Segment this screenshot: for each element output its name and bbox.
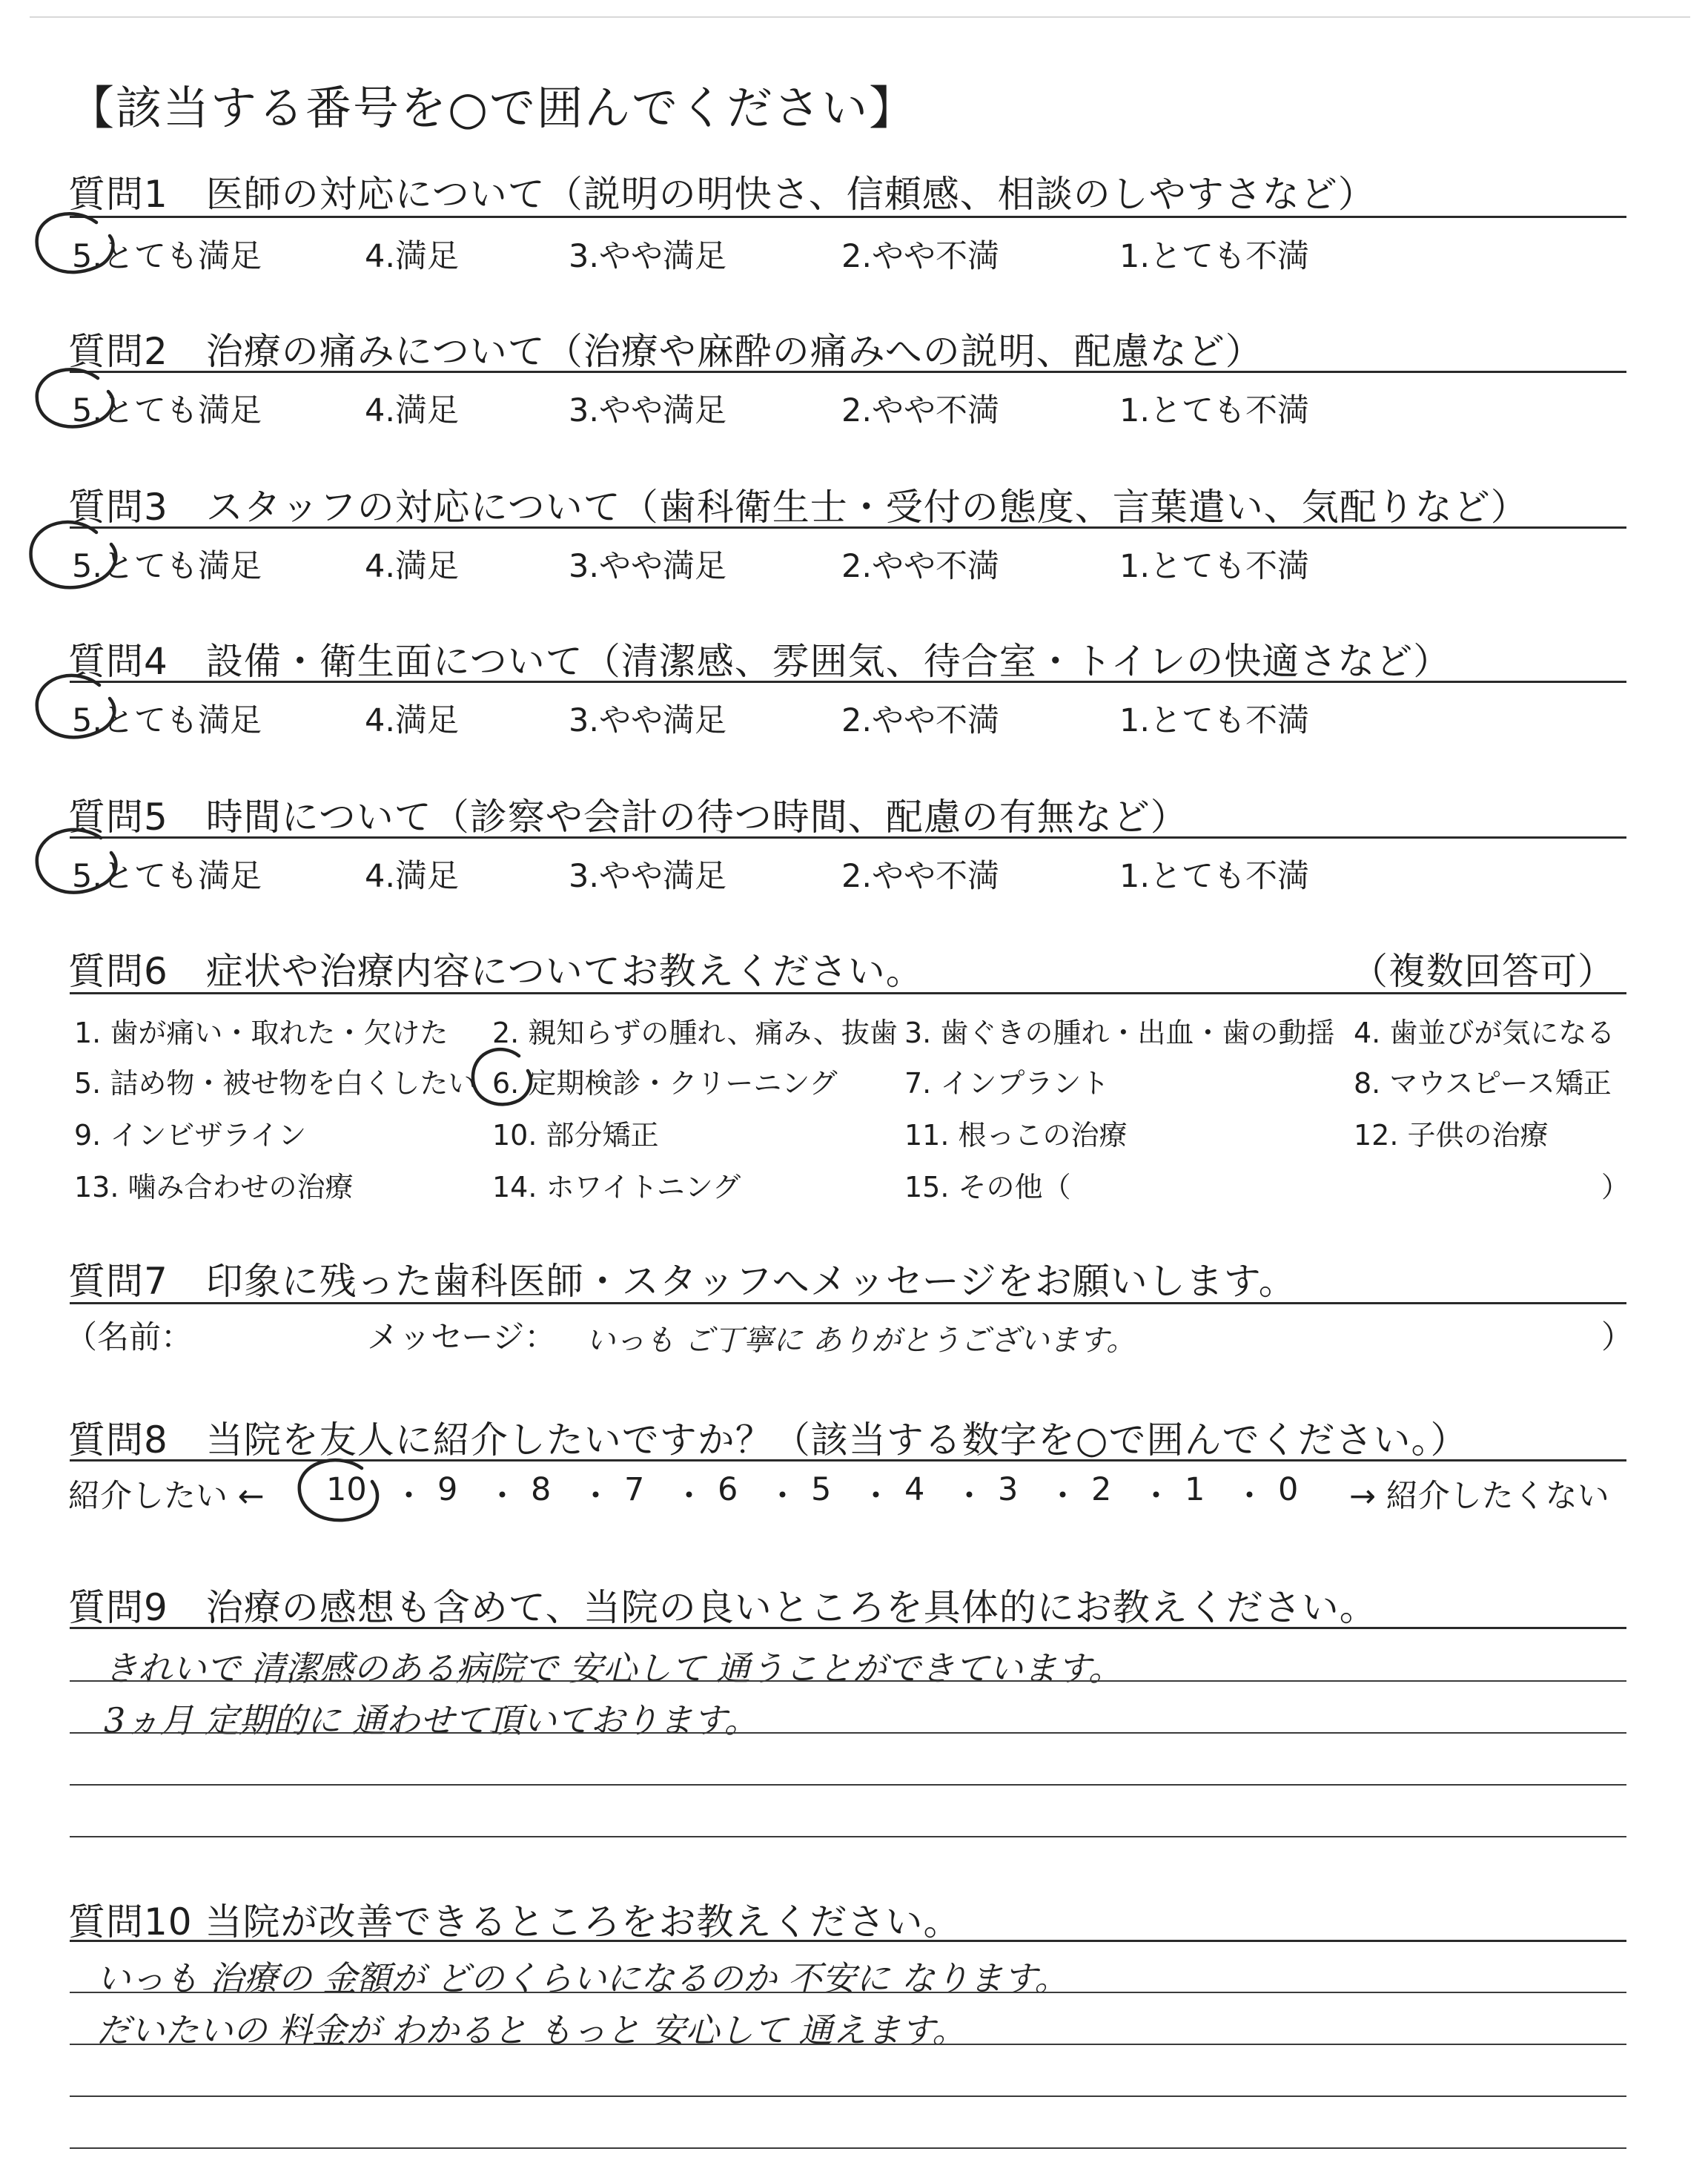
q6-item-13[interactable]: 13. 噛み合わせの治療	[74, 1171, 354, 1203]
q5-option-2[interactable]: 2.やや不満	[841, 858, 1000, 895]
q8-dot: ・	[393, 1478, 425, 1515]
q2-option-3[interactable]: 3.やや満足	[569, 392, 727, 429]
question-2-title: 質問2 治療の痛みについて（治療や麻酔の痛みへの説明、配慮など）	[68, 330, 1263, 373]
q8-dot: ・	[673, 1478, 705, 1515]
q5-option-5[interactable]: 5.とても満足	[72, 858, 262, 895]
q3-option-1[interactable]: 1.とても不満	[1119, 548, 1310, 585]
q8-scale-1[interactable]: 1	[1185, 1471, 1205, 1508]
q3-selection-circle	[22, 512, 119, 601]
q1-selection-circle	[30, 208, 111, 282]
q8-dot: ・	[953, 1478, 985, 1515]
q6-item-14[interactable]: 14. ホワイトニング	[492, 1171, 741, 1203]
q8-scale-3[interactable]: 3	[998, 1471, 1019, 1508]
q10-answer-rule	[70, 2095, 1626, 2097]
q6-item-5[interactable]: 5. 詰め物・被せ物を白くしたい	[74, 1067, 477, 1100]
q4-option-1[interactable]: 1.とても不満	[1119, 702, 1310, 739]
q3-option-5[interactable]: 5.とても満足	[72, 548, 262, 585]
q6-item-15[interactable]: 15. その他（	[904, 1171, 1071, 1203]
question-10-rule	[70, 1940, 1626, 1942]
q6-item-3[interactable]: 3. 歯ぐきの腫れ・出血・歯の動揺	[904, 1017, 1335, 1049]
q6-item-9[interactable]: 9. インビザライン	[74, 1119, 307, 1152]
q2-option-4[interactable]: 4.満足	[365, 392, 460, 429]
question-9-rule	[70, 1627, 1626, 1629]
question-5-title: 質問5 時間について（診察や会計の待つ時間、配慮の有無など）	[68, 796, 1188, 839]
q2-selection-circle	[30, 362, 111, 436]
q6-item-6[interactable]: 6. 定期検診・クリーニング	[492, 1067, 838, 1100]
q6-item-8[interactable]: 8. マウスピース矯正	[1354, 1067, 1612, 1100]
question-1-title: 質問1 医師の対応について（説明の明快さ、信頼感、相談のしやすさなど）	[68, 173, 1376, 216]
q6-selection-circle	[467, 1046, 534, 1112]
q8-dot: ・	[486, 1478, 518, 1515]
q3-option-3[interactable]: 3.やや満足	[569, 548, 727, 585]
q1-option-2[interactable]: 2.やや不満	[841, 238, 1000, 275]
q9-answer-line-2[interactable]: 3ヵ月 定期的に 通わせて頂いております。	[104, 1700, 758, 1740]
question-9-title: 質問9 治療の感想も含めて、当院の良いところを具体的にお教えください。	[68, 1586, 1377, 1629]
q8-left-label: 紹介したい ←	[68, 1478, 265, 1515]
q9-answer-rule	[70, 1784, 1626, 1786]
q8-right-label: → 紹介したくない	[1349, 1478, 1609, 1515]
q7-message-label: メッセージ：	[367, 1319, 557, 1356]
q8-dot: ・	[580, 1478, 612, 1515]
q8-scale-9[interactable]: 9	[437, 1471, 458, 1508]
q5-option-4[interactable]: 4.満足	[365, 858, 460, 895]
question-3-rule	[70, 526, 1626, 529]
q8-dot: ・	[1140, 1478, 1172, 1515]
q5-selection-circle	[30, 822, 115, 903]
q6-item-12[interactable]: 12. 子供の治療	[1354, 1119, 1549, 1152]
q8-scale-2[interactable]: 2	[1091, 1471, 1112, 1508]
q6-item-11[interactable]: 11. 根っこの治療	[904, 1119, 1128, 1152]
q8-selection-circle	[294, 1455, 381, 1529]
q8-scale-6[interactable]: 6	[718, 1471, 738, 1508]
q9-answer-rule	[70, 1836, 1626, 1837]
q10-answer-line-1[interactable]: いっも 治療の 金額が どのくらいになるのか 不安に なります。	[96, 1958, 1069, 1998]
q4-option-2[interactable]: 2.やや不満	[841, 702, 1000, 739]
q8-scale-0[interactable]: 0	[1278, 1471, 1299, 1508]
q8-scale-4[interactable]: 4	[904, 1471, 925, 1508]
q2-option-2[interactable]: 2.やや不満	[841, 392, 1000, 429]
question-4-title: 質問4 設備・衛生面について（清潔感、雰囲気、待合室・トイレの快適さなど）	[68, 640, 1452, 683]
q6-item-1[interactable]: 1. 歯が痛い・取れた・欠けた	[74, 1017, 448, 1049]
q4-option-4[interactable]: 4.満足	[365, 702, 460, 739]
q6-item-10[interactable]: 10. 部分矯正	[492, 1119, 659, 1152]
q8-scale-10[interactable]: 10	[326, 1471, 367, 1508]
question-8-title: 質問8 当院を友人に紹介したいですか？（該当する数字を○で囲んでください。）	[68, 1418, 1469, 1462]
q6-item-7[interactable]: 7. インプラント	[904, 1067, 1110, 1100]
q8-dot: ・	[767, 1478, 798, 1515]
q8-scale-5[interactable]: 5	[811, 1471, 832, 1508]
question-1-rule	[70, 216, 1626, 218]
question-4-rule	[70, 681, 1626, 683]
q8-dot: ・	[1234, 1478, 1265, 1515]
q7-message-handwritten[interactable]: いっも ご丁寧に ありがとうございます。	[586, 1324, 1136, 1358]
question-3-title: 質問3 スタッフの対応について（歯科衛生士・受付の態度、言葉遣い、気配りなど）	[68, 486, 1529, 529]
question-6-rule	[70, 992, 1626, 994]
question-10-title: 質問10 当院が改善できるところをお教えください。	[68, 1900, 961, 1943]
q3-option-2[interactable]: 2.やや不満	[841, 548, 1000, 585]
question-5-rule	[70, 836, 1626, 839]
q9-answer-line-1[interactable]: きれいで 清潔感のある病院で 安心して 通うことができています。	[104, 1648, 1123, 1688]
q6-item-15-close-paren: ）	[1601, 1171, 1630, 1203]
q4-option-3[interactable]: 3.やや満足	[569, 702, 727, 739]
q10-answer-rule	[70, 2044, 1626, 2045]
question-6-note: （複数回答可）	[1351, 950, 1615, 993]
q5-option-1[interactable]: 1.とても不満	[1119, 858, 1310, 895]
q1-option-3[interactable]: 3.やや満足	[569, 238, 727, 275]
q9-answer-rule	[70, 1680, 1626, 1682]
top-border	[30, 16, 1690, 18]
q2-option-5[interactable]: 5.とても満足	[72, 392, 262, 429]
q4-selection-circle	[30, 667, 115, 749]
q3-option-4[interactable]: 4.満足	[365, 548, 460, 585]
q5-option-3[interactable]: 3.やや満足	[569, 858, 727, 895]
question-6-title: 質問6 症状や治療内容についてお教えください。	[68, 950, 924, 993]
q9-answer-rule	[70, 1732, 1626, 1734]
q10-answer-line-2[interactable]: だいたいの 料金が わかると もっと 安心して 通えます。	[96, 2010, 967, 2050]
q8-scale-8[interactable]: 8	[531, 1471, 552, 1508]
q1-option-4[interactable]: 4.満足	[365, 238, 460, 275]
q8-dot: ・	[860, 1478, 892, 1515]
q10-answer-rule	[70, 1992, 1626, 1993]
question-7-title: 質問7 印象に残った歯科医師・スタッフへメッセージをお願いします。	[68, 1260, 1297, 1303]
question-7-rule	[70, 1302, 1626, 1304]
q1-option-5[interactable]: 5.とても満足	[72, 238, 262, 275]
q7-name-label: （名前：	[65, 1319, 193, 1356]
instruction-heading: 【該当する番号を○で囲んでください】	[68, 81, 917, 135]
q7-close-paren: ）	[1601, 1319, 1633, 1356]
q4-option-5[interactable]: 5.とても満足	[72, 702, 262, 739]
q8-scale-7[interactable]: 7	[624, 1471, 645, 1508]
q6-item-4[interactable]: 4. 歯並びが気になる	[1354, 1017, 1615, 1049]
q8-dot: ・	[1047, 1478, 1079, 1515]
q10-answer-rule	[70, 2147, 1626, 2149]
q2-option-1[interactable]: 1.とても不満	[1119, 392, 1310, 429]
q1-option-1[interactable]: 1.とても不満	[1119, 238, 1310, 275]
question-2-rule	[70, 371, 1626, 373]
q6-item-2[interactable]: 2. 親知らずの腫れ、痛み、抜歯	[492, 1017, 898, 1049]
